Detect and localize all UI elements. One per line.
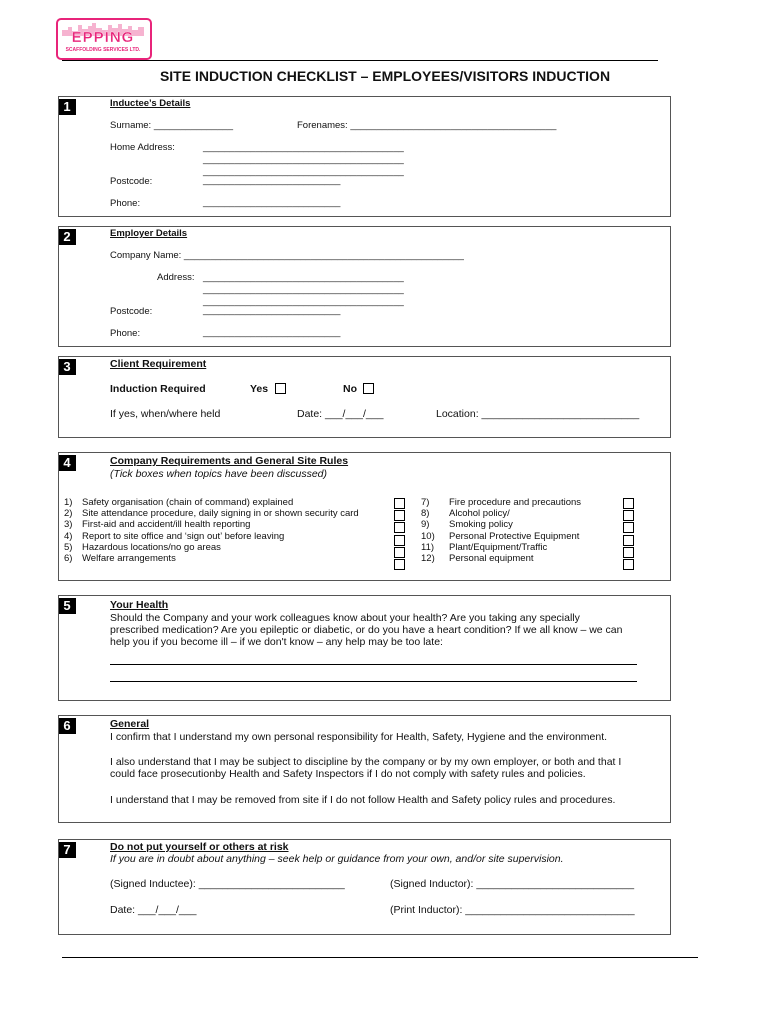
section-2-number: 2 bbox=[58, 229, 76, 245]
rule-text: Safety organisation (chain of command) explained bbox=[82, 497, 294, 508]
rules-right-checkboxes bbox=[623, 498, 634, 570]
rule-number: 10) bbox=[421, 530, 435, 542]
rule-number: 1) bbox=[64, 497, 73, 508]
phone-label: Phone: bbox=[110, 198, 141, 209]
rule-number: 3) bbox=[64, 519, 73, 531]
section-1-number: 1 bbox=[58, 99, 76, 115]
company-logo bbox=[56, 18, 152, 60]
section-2-heading: Employer Details bbox=[110, 228, 188, 239]
signed-inductor-field[interactable]: (Signed Inductor): ___________________________ bbox=[390, 878, 635, 890]
if-yes-label: If yes, when/where held bbox=[110, 408, 221, 420]
section-4-number: 4 bbox=[58, 455, 76, 471]
employer-phone-label: Phone: bbox=[110, 328, 141, 339]
rule-number: 9) bbox=[421, 519, 430, 531]
rule-text: First-aid and accident/ill health reporting bbox=[82, 519, 251, 531]
section-3-heading: Client Requirement bbox=[110, 358, 207, 370]
rule-text: Welfare arrangements bbox=[82, 553, 176, 565]
rule-1-checkbox[interactable] bbox=[394, 498, 405, 509]
rule-number: 8) bbox=[421, 508, 430, 520]
logo-subtitle: SCAFFOLDING SERVICES LTD. bbox=[65, 47, 141, 53]
rule-6-checkbox[interactable] bbox=[394, 559, 405, 570]
home-address-label: Home Address: bbox=[110, 142, 175, 153]
section-6-number: 6 bbox=[58, 718, 76, 734]
logo-brand: EPPING bbox=[71, 29, 135, 46]
rule-number: 4) bbox=[64, 530, 73, 542]
rule-12-checkbox[interactable] bbox=[623, 559, 634, 570]
employer-postcode-line[interactable]: __________________________ bbox=[203, 305, 341, 316]
surname-field[interactable]: Surname: _______________ bbox=[110, 120, 234, 131]
health-text-line-3: help you if you become ill – if we don't know – any help may be too late: bbox=[110, 636, 443, 648]
rule-2-checkbox[interactable] bbox=[394, 510, 405, 521]
rule-9-checkbox[interactable] bbox=[623, 522, 634, 533]
section-7-subheading: If you are in doubt about anything – seek help or guidance from your own, and/or site supervision. bbox=[110, 853, 564, 865]
health-text-line-1: Should the Company and your work colleagues know about your health? Are you taking any specially bbox=[110, 612, 580, 624]
employer-address-label: Address: bbox=[157, 272, 195, 283]
rules-left-numbers bbox=[64, 497, 72, 564]
rule-number: 2) bbox=[64, 508, 73, 520]
rule-text: Alcohol policy/ bbox=[449, 508, 510, 520]
induction-date-field[interactable]: Date: ___/___/___ bbox=[297, 408, 384, 420]
rule-8-checkbox[interactable] bbox=[623, 510, 634, 521]
employer-address-line-3[interactable]: ______________________________________ bbox=[203, 296, 404, 307]
rule-4-checkbox[interactable] bbox=[394, 535, 405, 546]
yes-checkbox[interactable] bbox=[275, 383, 286, 394]
section-7-number: 7 bbox=[58, 842, 76, 858]
general-paragraph-2a: I also understand that I may be subject to discipline by the company or by my own employer, or both and that I bbox=[110, 756, 622, 768]
section-5-number: 5 bbox=[58, 598, 76, 614]
health-text-line-2: prescribed medication? Are you epileptic or diabetic, or do you have a heart condition? If we all know – we can bbox=[110, 624, 623, 636]
print-inductor-field[interactable]: (Print Inductor): _____________________________ bbox=[390, 904, 635, 916]
footer-rule bbox=[62, 957, 698, 958]
rules-left-texts bbox=[82, 497, 359, 564]
no-checkbox[interactable] bbox=[363, 383, 374, 394]
home-address-line-3[interactable]: ______________________________________ bbox=[203, 166, 404, 177]
section-3-number: 3 bbox=[58, 359, 76, 375]
page-title: SITE INDUCTION CHECKLIST – EMPLOYEES/VISITORS INDUCTION bbox=[159, 68, 611, 84]
yes-label: Yes bbox=[250, 383, 269, 395]
rule-text: Plant/Equipment/Traffic bbox=[449, 541, 548, 553]
section-6-heading: General bbox=[110, 718, 150, 730]
rule-text: Personal equipment bbox=[449, 553, 534, 565]
signature-date-field[interactable]: Date: ___/___/___ bbox=[110, 904, 197, 916]
rule-3-checkbox[interactable] bbox=[394, 522, 405, 533]
rules-right-texts bbox=[449, 497, 581, 564]
employer-phone-line[interactable]: __________________________ bbox=[203, 327, 341, 338]
rules-left-checkboxes bbox=[394, 498, 405, 570]
no-label: No bbox=[343, 383, 357, 395]
health-answer-line-1[interactable] bbox=[110, 664, 637, 665]
rule-10-checkbox[interactable] bbox=[623, 535, 634, 546]
rule-text: Report to site office and ‘sign out’ before leaving bbox=[82, 530, 285, 542]
forenames-field[interactable]: Forenames: _______________________________________ bbox=[297, 120, 557, 131]
home-address-line-2[interactable]: ______________________________________ bbox=[203, 154, 404, 165]
rule-11-checkbox[interactable] bbox=[623, 547, 634, 558]
rule-number: 6) bbox=[64, 553, 73, 565]
induction-required-label: Induction Required bbox=[110, 383, 206, 395]
company-name-field[interactable]: Company Name: _____________________________________________________ bbox=[110, 250, 464, 261]
section-7-heading: Do not put yourself or others at risk bbox=[110, 841, 289, 853]
section-5-heading: Your Health bbox=[110, 599, 169, 611]
rule-number: 7) bbox=[421, 497, 430, 508]
postcode-line[interactable]: __________________________ bbox=[203, 175, 341, 186]
rule-text: Personal Protective Equipment bbox=[449, 530, 580, 542]
rule-7-checkbox[interactable] bbox=[623, 498, 634, 509]
header-rule bbox=[62, 60, 658, 61]
health-answer-line-2[interactable] bbox=[110, 681, 637, 682]
section-1-heading: Inductee’s Details bbox=[110, 98, 191, 109]
section-4-subheading: (Tick boxes when topics have been discussed) bbox=[110, 468, 328, 480]
section-4-heading: Company Requirements and General Site Rules bbox=[110, 455, 349, 467]
rule-number: 12) bbox=[421, 553, 435, 565]
rule-text: Site attendance procedure, daily signing in or shown security card bbox=[82, 508, 359, 520]
rule-number: 11) bbox=[421, 541, 435, 553]
employer-address-line-1[interactable]: ______________________________________ bbox=[203, 272, 404, 283]
general-paragraph-3: I understand that I may be removed from site if I do not follow Health and Safety policy rules and procedures. bbox=[110, 794, 616, 806]
general-paragraph-1: I confirm that I understand my own personal responsibility for Health, Safety, Hygiene and the environment. bbox=[110, 731, 608, 743]
postcode-label: Postcode: bbox=[110, 176, 153, 187]
rule-number: 5) bbox=[64, 541, 73, 553]
home-address-line-1[interactable]: ______________________________________ bbox=[203, 142, 404, 153]
induction-location-field[interactable]: Location: ___________________________ bbox=[436, 408, 640, 420]
phone-line[interactable]: __________________________ bbox=[203, 197, 341, 208]
rules-right-numbers bbox=[421, 497, 435, 564]
general-paragraph-2b: could face prosecutionby Health and Safety Inspectors if I do not comply with safety rules and policies. bbox=[110, 768, 586, 780]
rule-text: Fire procedure and precautions bbox=[449, 497, 582, 508]
rule-text: Smoking policy bbox=[449, 519, 513, 531]
rule-text: Hazardous locations/no go areas bbox=[82, 541, 221, 553]
rule-5-checkbox[interactable] bbox=[394, 547, 405, 558]
employer-postcode-label: Postcode: bbox=[110, 306, 153, 317]
employer-address-line-2[interactable]: ______________________________________ bbox=[203, 284, 404, 295]
signed-inductee-field[interactable]: (Signed Inductee): _________________________ bbox=[110, 878, 345, 890]
